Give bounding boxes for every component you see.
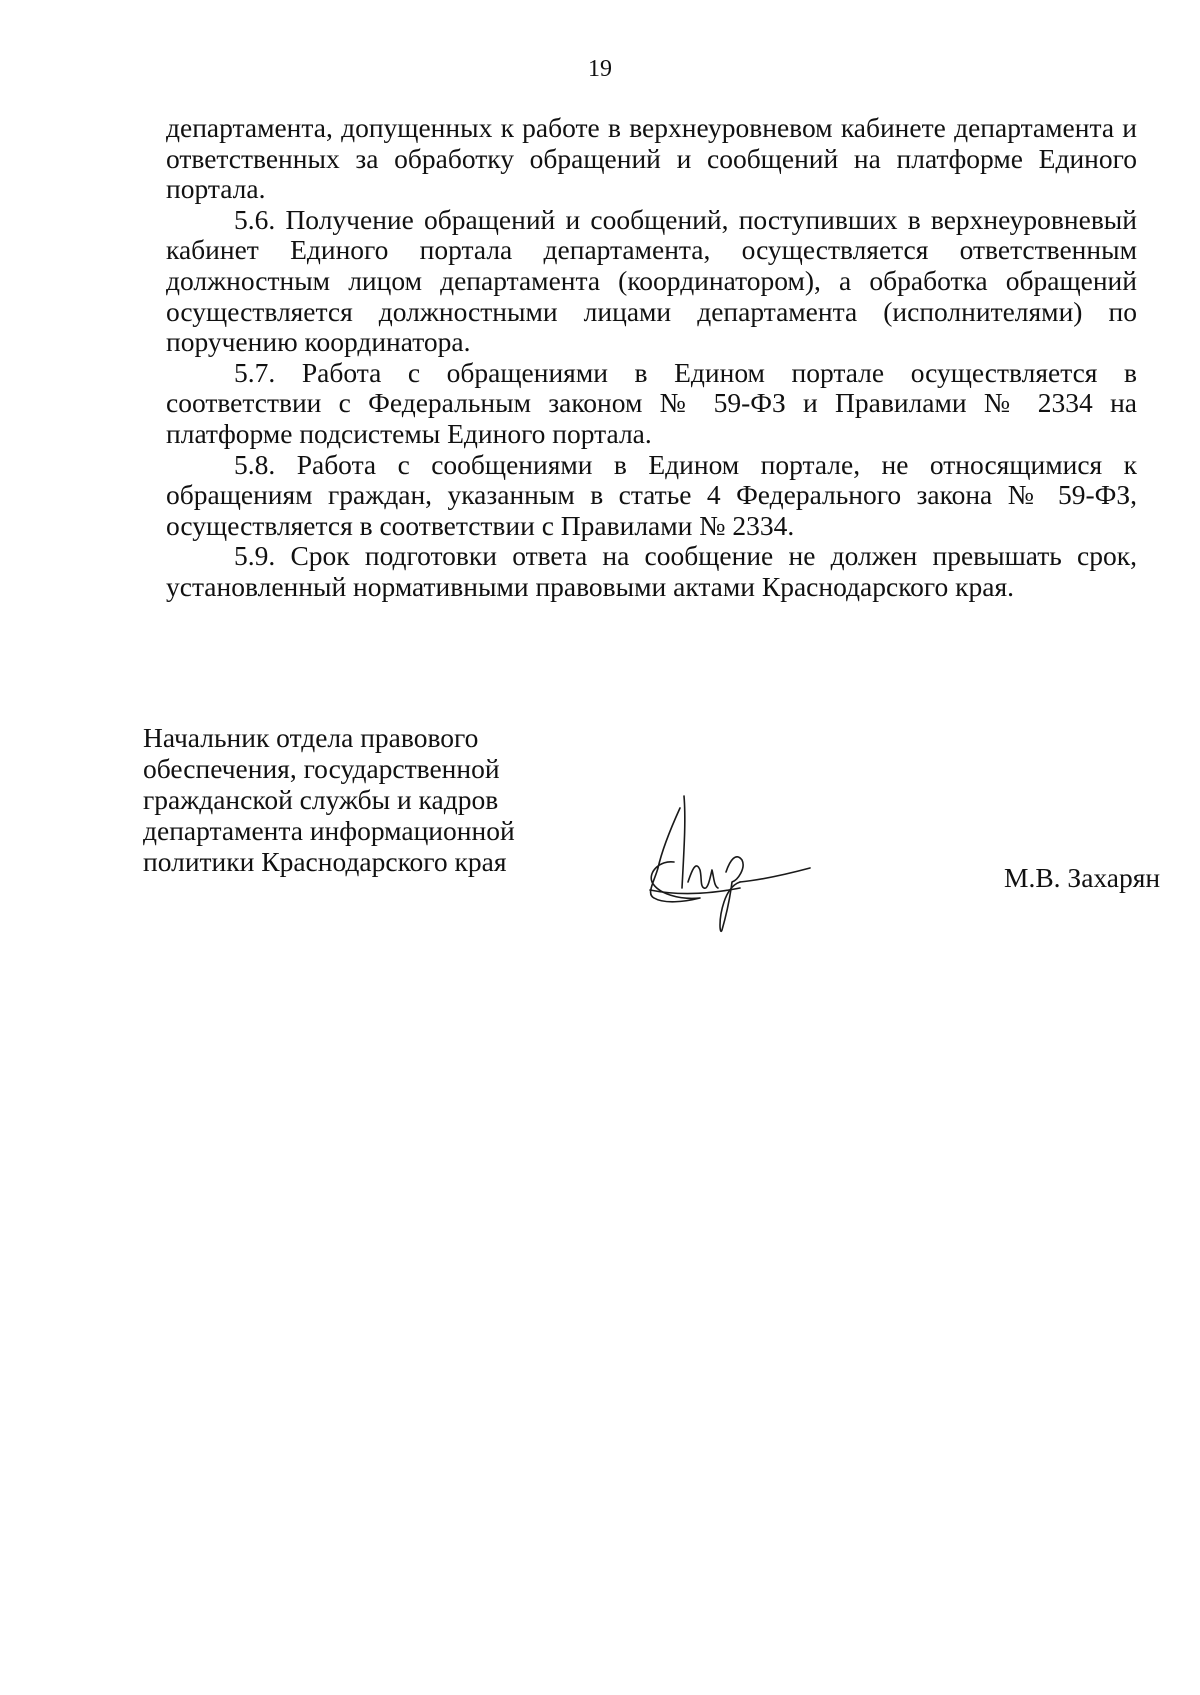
- signatory-position-line: политики Краснодарского края: [143, 846, 507, 877]
- signatory-position: [143, 722, 563, 877]
- paragraph-5-7: 5.7. Работа с обращениями в Едином портале осуществляется в соответствии с Федеральным законом № 59-ФЗ и Правилами № 2334 на платформе подсистемы Единого портала.: [166, 356, 1137, 449]
- handwritten-signature: [640, 790, 840, 940]
- signatory-position-line: гражданской службы и кадров: [143, 784, 499, 815]
- signatory-position-line: Начальник отдела правового: [143, 722, 479, 753]
- signatory-position-line: обеспечения, государственной: [143, 753, 500, 784]
- paragraph-5-9: 5.9. Срок подготовки ответа на сообщение не должен превышать срок, установленный нормативными правовыми актами Краснодарского края.: [166, 540, 1137, 602]
- paragraph-5-8: 5.8. Работа с сообщениями в Едином портале, не относящимися к обращениям граждан, указанным в статье 4 Федерального закона № 59-ФЗ, осуществляется в соответствии с Правилами № 2334.: [166, 448, 1137, 541]
- document-body: [166, 113, 1137, 603]
- signatory-name: М.В. Захарян: [1004, 862, 1161, 893]
- paragraph-5-6: 5.6. Получение обращений и сообщений, поступивших в верхнеуровневый кабинет Единого портала департамента, осуществляется ответственным должностным лицом департамента (координатором), а обработка обращений осуществляется должностными лицами департамента (исполнителями) по поручению координатора.: [166, 203, 1137, 358]
- paragraph-continuation: департамента, допущенных к работе в верхнеуровневом кабинете департамента и ответственных за обработку обращений и сообщений на платформе Единого портала.: [166, 112, 1137, 205]
- page-number: 19: [588, 56, 612, 82]
- signatory-position-line: департамента информационной: [143, 815, 515, 846]
